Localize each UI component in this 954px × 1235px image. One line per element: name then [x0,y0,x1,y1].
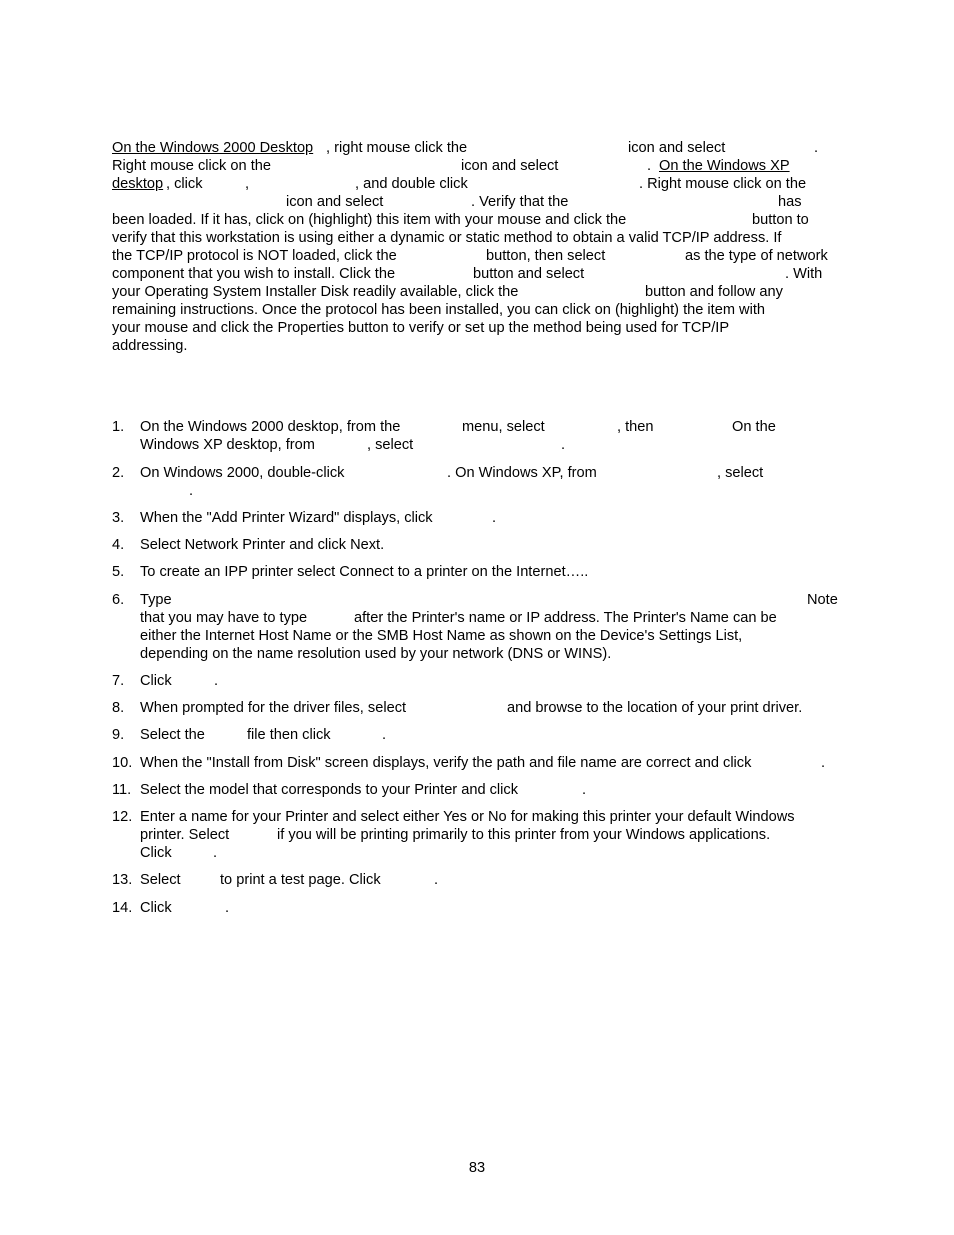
text-run: . [561,437,566,453]
text-run: button to [752,212,809,228]
text-run: . [214,673,219,689]
paragraph-line [112,139,842,157]
text-run: after the Printer's name or IP address. The Printer's Name can be [354,610,777,626]
text-run: if you will be printing primarily to this printer from your Windows applications. [277,827,771,843]
step-number: 13. [112,872,133,888]
step-number: 10. [112,755,133,771]
step-number: 8. [112,700,125,716]
text-run: Select [140,872,181,888]
text-run: . [213,845,218,861]
step-number: 11. [112,782,132,798]
text-run: . On Windows XP, from [447,465,597,481]
step-number: 12. [112,809,133,825]
step-number: 4. [112,537,125,553]
paragraph-line [112,193,842,211]
text-run: . [492,510,497,526]
step-number: 7. [112,673,125,689]
text-run: , click [166,176,203,192]
paragraph-line [112,337,842,355]
text-run: Note [807,592,838,608]
paragraph-line [112,247,842,265]
page-number: 83 [468,1160,486,1176]
text-run: , [245,176,250,192]
text-run: that you may have to type [140,610,308,626]
text-run: either the Internet Host Name or the SMB Host Name as shown on the Device's Settings List, [140,628,743,644]
text-run: icon and select [286,194,384,210]
text-run: button and follow any [645,284,783,300]
text-run: , select [717,465,764,481]
step-number: 6. [112,592,125,608]
text-run: . Verify that the [471,194,569,210]
text-run: On the [732,419,776,435]
text-run: button, then select [486,248,606,264]
step-number: 14. [112,900,133,916]
text-run: icon and select [461,158,559,174]
text-run: Select the [140,727,205,743]
text-run: Windows XP desktop, from [140,437,315,453]
text-run: Right mouse click on the [112,158,271,174]
paragraph-line [112,301,842,319]
text-run: been loaded. If it has, click on (highlight) this item with your mouse and click the [112,212,627,228]
step-number: 9. [112,727,125,743]
paragraph-line [112,283,842,301]
text-run: When the "Install from Disk" screen displays, verify the path and file name are correct and click [140,755,752,771]
paragraph-line [112,157,842,175]
text-run: your Operating System Installer Disk readily available, click the [112,284,519,300]
text-run: component that you wish to install. Click the [112,266,396,282]
text-run: Type [140,592,172,608]
text-run: . With [785,266,823,282]
text-run: verify that this workstation is using either a dynamic or static method to obtain a valid TCP/IP address. If [112,230,782,246]
text-run: . [814,140,819,156]
text-run: remaining instructions. Once the protocol has been installed, you can click on (highlight) the item with [112,302,766,318]
paragraph-line [112,211,842,229]
text-run: Select the model that corresponds to your Printer and click [140,782,519,798]
step-number: 2. [112,465,125,481]
text-run: . [647,158,652,174]
text-run: . [382,727,387,743]
text-run: . [434,872,439,888]
text-run: . Right mouse click on the [639,176,807,192]
text-run: depending on the name resolution used by your network (DNS or WINS). [140,646,612,662]
text-run: menu, select [462,419,545,435]
step-number: 5. [112,564,125,580]
paragraph-line [112,265,842,283]
text-run: your mouse and click the Properties button to verify or set up the method being used for TCP/IP [112,320,730,336]
windows-xp-heading: desktop [112,176,164,192]
text-run: Click [140,673,172,689]
text-run: Select Network Printer and click Next. [140,537,385,553]
text-run: as the type of network [685,248,828,264]
text-run: When prompted for the driver files, select [140,700,407,716]
windows-2000-desktop-heading: On the Windows 2000 Desktop [112,140,314,156]
text-run: and browse to the location of your print driver. [507,700,803,716]
step-number: 1. [112,419,125,435]
text-run: On Windows 2000, double-click [140,465,345,481]
text-run: file then click [247,727,331,743]
text-run: . [189,483,194,499]
text-run: On the Windows 2000 desktop, from the [140,419,401,435]
windows-xp-heading: On the Windows XP [659,158,790,174]
text-run: , right mouse click the [326,140,468,156]
text-run: Click [140,845,172,861]
text-run: icon and select [628,140,726,156]
text-run: . [582,782,587,798]
text-run: the TCP/IP protocol is NOT loaded, click the [112,248,397,264]
text-run: addressing. [112,338,188,354]
text-run: , select [367,437,414,453]
text-run: printer. Select [140,827,230,843]
paragraph-line [112,229,842,247]
text-run: , then [617,419,654,435]
text-run: Click [140,900,172,916]
text-run: has [778,194,802,210]
text-run: to print a test page. Click [220,872,381,888]
text-run: button and select [473,266,585,282]
text-run: To create an IPP printer select Connect to a printer on the Internet….. [140,564,589,580]
text-run: , and double click [355,176,468,192]
tcpip-instructions-paragraph [112,139,842,355]
text-run: When the "Add Printer Wizard" displays, click [140,510,433,526]
text-run: Enter a name for your Printer and select either Yes or No for making this printer your default Windows [140,809,795,825]
paragraph-line [112,175,842,193]
paragraph-line [112,319,842,337]
text-run: . [225,900,230,916]
step-number: 3. [112,510,125,526]
text-run: . [821,755,826,771]
